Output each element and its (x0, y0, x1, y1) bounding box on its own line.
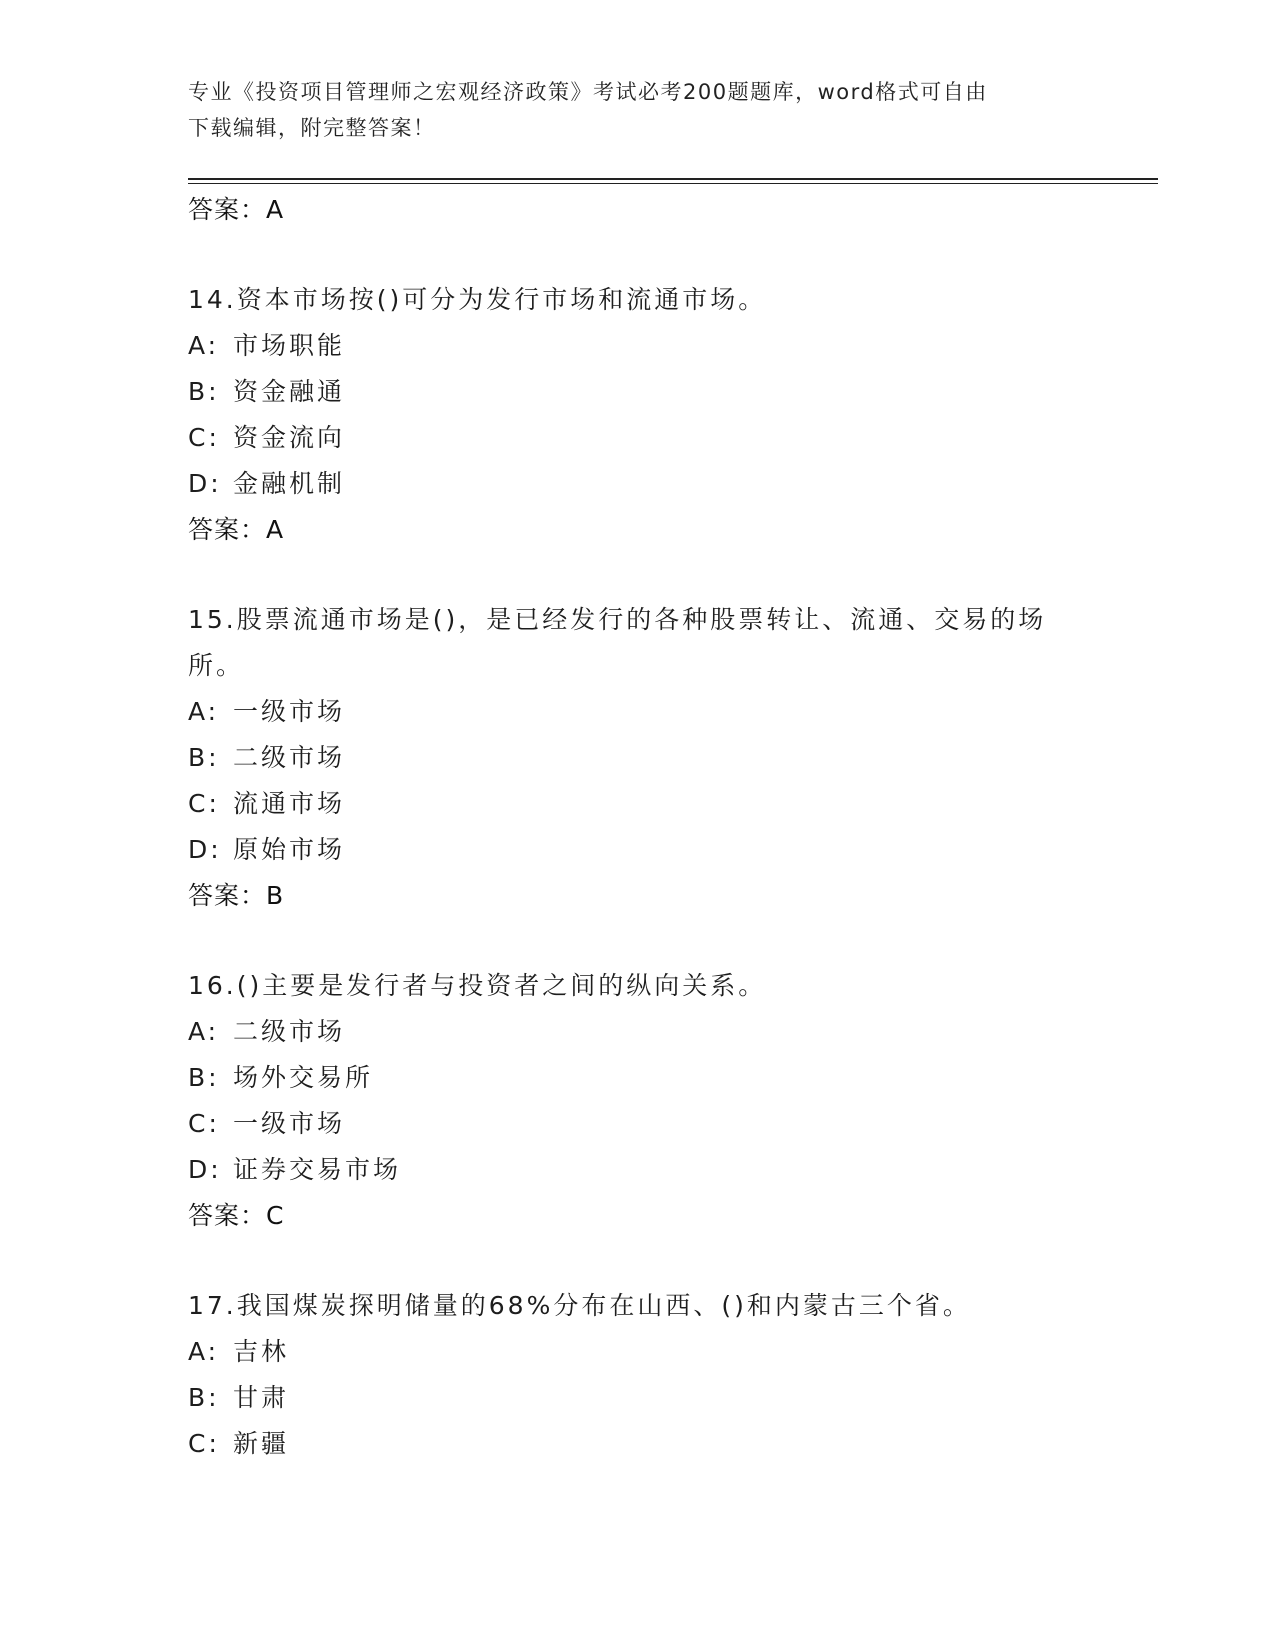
option-b (188, 1375, 1088, 1421)
option-d (188, 827, 1088, 873)
header-divider-thin (188, 183, 1158, 184)
option-a (188, 1329, 1088, 1375)
answer-line: 答案：A (188, 195, 285, 224)
option-c (188, 1421, 1088, 1467)
option-b (188, 369, 1088, 415)
option-key: D: (188, 1155, 222, 1184)
question-16 (188, 963, 1088, 1239)
option-text: 市场职能 (233, 331, 346, 360)
option-key: A: (188, 331, 220, 360)
option-b (188, 735, 1088, 781)
option-b (188, 1055, 1088, 1101)
answer-line: 答案：B (188, 881, 285, 910)
answer-line: 答案：C (188, 1201, 285, 1230)
option-text: 场外交易所 (233, 1063, 374, 1092)
option-text: 资金流向 (233, 423, 346, 452)
question-text-line-2: 所。 (188, 651, 245, 680)
question-text: 14.资本市场按()可分为发行市场和流通市场。 (188, 285, 767, 314)
option-c (188, 1101, 1088, 1147)
option-text: 流通市场 (233, 789, 346, 818)
header-line-1: 专业《投资项目管理师之宏观经济政策》考试必考200题题库，word格式可自由 (188, 80, 988, 104)
document-header (188, 74, 1088, 146)
question-14 (188, 277, 1088, 553)
header-line-2: 下载编辑，附完整答案！ (188, 116, 436, 140)
option-key: C: (188, 789, 220, 818)
question-17 (188, 1283, 1088, 1467)
option-key: A: (188, 697, 220, 726)
option-text: 二级市场 (233, 743, 346, 772)
question-15 (188, 597, 1088, 919)
option-key: D: (188, 469, 222, 498)
option-key: B: (188, 1063, 220, 1092)
option-key: B: (188, 743, 220, 772)
option-key: D: (188, 835, 222, 864)
option-text: 证券交易市场 (233, 1155, 402, 1184)
question-text: 17.我国煤炭探明储量的68%分布在山西、()和内蒙古三个省。 (188, 1291, 971, 1320)
option-key: C: (188, 1429, 220, 1458)
question-text-line-1: 15.股票流通市场是()，是已经发行的各种股票转让、流通、交易的场 (188, 605, 1047, 634)
option-text: 新疆 (233, 1429, 290, 1458)
option-text: 甘肃 (233, 1383, 290, 1412)
question-text (188, 597, 1088, 689)
option-key: A: (188, 1017, 220, 1046)
header-divider (188, 178, 1158, 180)
option-text: 二级市场 (233, 1017, 346, 1046)
option-key: C: (188, 423, 220, 452)
option-key: B: (188, 377, 220, 406)
option-key: A: (188, 1337, 220, 1366)
option-text: 吉林 (233, 1337, 290, 1366)
option-text: 原始市场 (233, 835, 346, 864)
option-text: 资金融通 (233, 377, 346, 406)
option-text: 一级市场 (233, 697, 346, 726)
option-c (188, 415, 1088, 461)
option-a (188, 323, 1088, 369)
option-c (188, 781, 1088, 827)
option-key: B: (188, 1383, 220, 1412)
option-text: 金融机制 (233, 469, 346, 498)
option-d (188, 461, 1088, 507)
option-d (188, 1147, 1088, 1193)
option-a (188, 689, 1088, 735)
question-list (188, 187, 1088, 1467)
answer-line: 答案：A (188, 515, 285, 544)
question-text: 16.()主要是发行者与投资者之间的纵向关系。 (188, 971, 767, 1000)
option-key: C: (188, 1109, 220, 1138)
option-a (188, 1009, 1088, 1055)
option-text: 一级市场 (233, 1109, 346, 1138)
